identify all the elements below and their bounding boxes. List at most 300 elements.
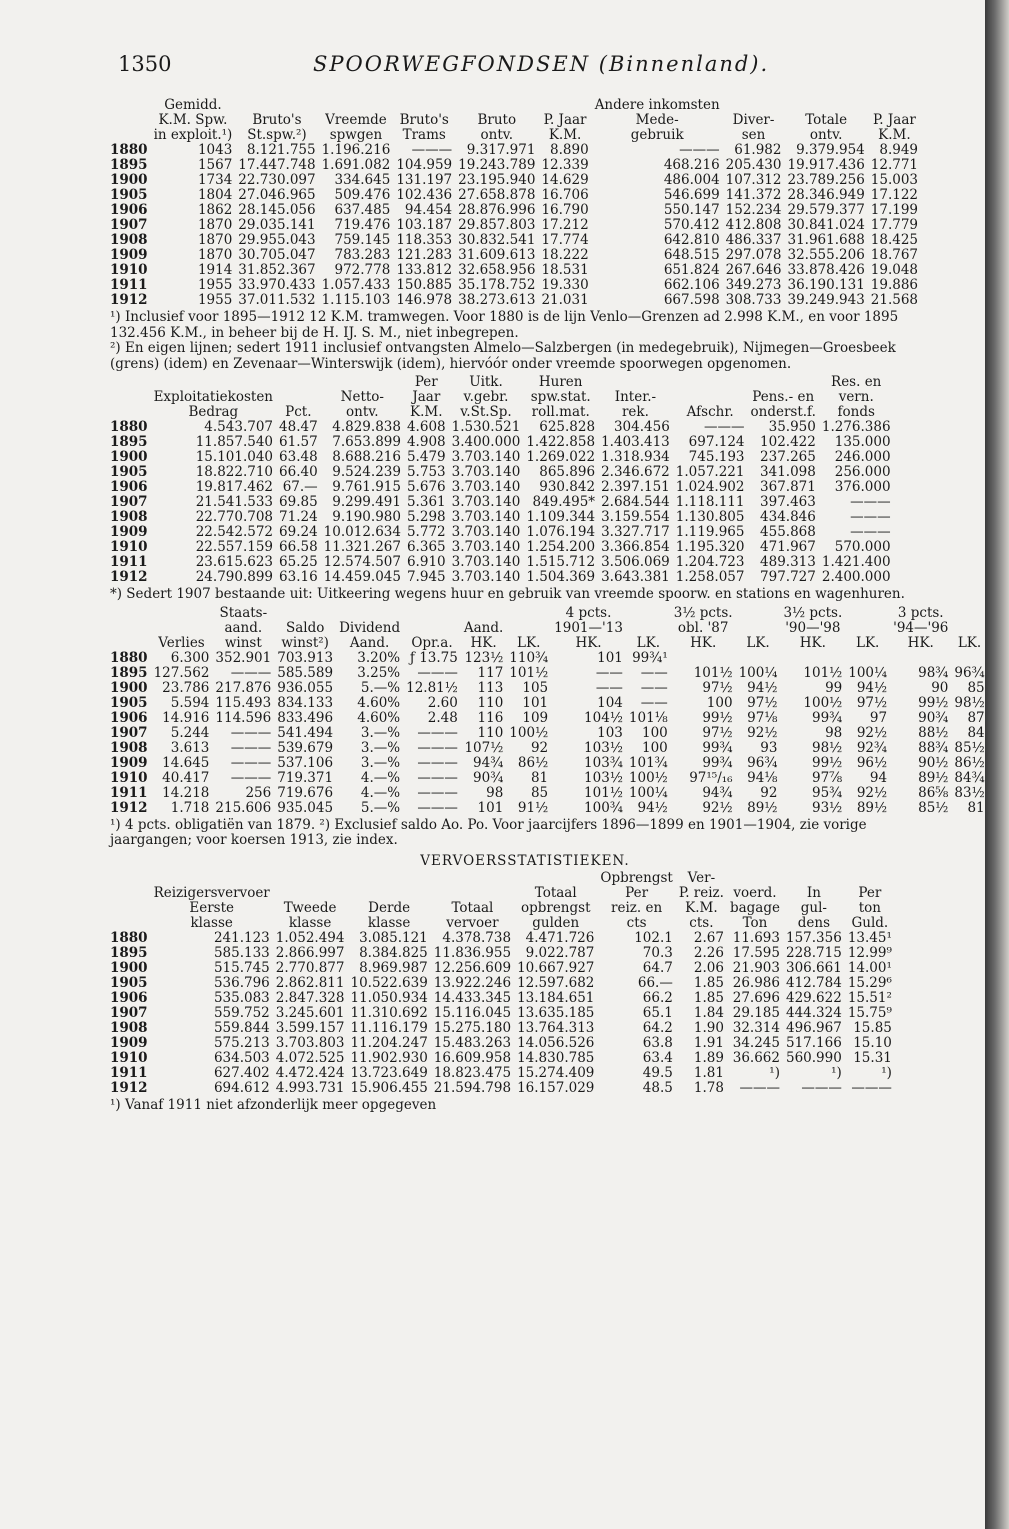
value-cell: 101½: [584, 784, 623, 801]
value-cell: 98½: [954, 694, 985, 711]
value-cell: 101: [477, 799, 504, 816]
header-cell: Derde: [368, 899, 411, 916]
value-cell: 98: [486, 784, 504, 801]
value-cell: 94½: [637, 799, 668, 816]
header-cell: [673, 375, 748, 390]
value-cell: 17.447.748: [238, 157, 316, 173]
value-cell: 648.515: [663, 247, 720, 263]
value-cell: 1.024.902: [675, 479, 745, 495]
value-cell: 2.48: [427, 709, 458, 726]
table-row: [110, 946, 895, 961]
value-cell: 19.917.436: [787, 157, 865, 173]
header-cell: fonds: [837, 404, 875, 420]
value-cell: 9.524.239: [332, 464, 401, 480]
table-row: [110, 1036, 895, 1051]
value-cell: 3.703.140: [451, 494, 521, 510]
header-cell: Saldo: [285, 619, 325, 636]
value-cell: 157.356: [785, 929, 842, 946]
value-cell: 367.871: [760, 479, 816, 495]
value-cell: 4.60%: [357, 709, 401, 726]
value-cell: 509.476: [334, 187, 391, 203]
value-cell: 100¾: [584, 799, 623, 816]
value-cell: 105: [522, 679, 549, 696]
value-cell: 101½: [509, 664, 549, 681]
value-cell: ———: [411, 142, 453, 158]
header-cell: HK.: [470, 634, 497, 651]
value-cell: 1.78: [693, 1079, 724, 1096]
value-cell: 719.371: [277, 769, 334, 786]
table-row: [110, 666, 988, 681]
header-cell: 3½ pcts.: [783, 604, 843, 621]
value-cell: 12.574.507: [323, 554, 401, 570]
value-cell: 63.16: [279, 569, 318, 585]
value-cell: 92: [760, 784, 778, 801]
value-cell: 101: [597, 649, 623, 666]
year-cell: 1880: [110, 419, 148, 435]
header-cell: Pens.- en: [752, 389, 815, 405]
year-cell: 1900: [110, 679, 148, 696]
value-cell: 2.400.000: [821, 569, 891, 585]
value-cell: 18.822.710: [195, 464, 274, 480]
value-cell: 21.541.533: [195, 494, 274, 510]
value-cell: 12.597.682: [517, 974, 595, 991]
value-cell: [845, 651, 890, 666]
value-cell: 16.706: [541, 187, 589, 203]
value-cell: 29.955.043: [238, 232, 316, 248]
year-cell: 1895: [110, 664, 148, 681]
value-cell: 8.688.216: [332, 449, 401, 465]
value-cell: 703.913: [277, 649, 334, 666]
year-cell: 1905: [110, 464, 148, 480]
value-cell: 15.10: [853, 1034, 892, 1051]
value-cell: 146.978: [396, 292, 453, 308]
value-cell: 61.982: [734, 142, 782, 158]
value-cell: 3.613: [170, 739, 210, 756]
table-row: [110, 1021, 895, 1036]
value-cell: 89½: [747, 799, 778, 816]
content: [110, 96, 985, 1116]
value-cell: 5.298: [406, 509, 446, 525]
year-cell: 1905: [110, 974, 148, 991]
value-cell: 90¾: [918, 709, 949, 726]
header-row: [110, 128, 921, 143]
section-title: VERVOERSSTATISTIEKEN.: [420, 852, 630, 869]
value-cell: 4.—%: [360, 769, 401, 786]
value-cell: 14.830.785: [517, 1049, 595, 1066]
value-cell: 16.609.958: [433, 1049, 512, 1066]
header-cell: [431, 886, 514, 901]
header-cell: [845, 621, 890, 636]
value-cell: 100½: [803, 694, 843, 711]
value-cell: 1804: [197, 187, 233, 203]
header-cell: reiz. en: [611, 899, 663, 916]
header-cell: Reizigersvervoer: [153, 884, 270, 901]
value-cell: 35.178.752: [458, 277, 536, 293]
value-cell: 101½: [693, 664, 733, 681]
value-cell: 1.276.386: [821, 419, 891, 435]
table-row: [110, 991, 895, 1006]
year-cell: 1895: [110, 157, 148, 173]
table-row: [110, 681, 988, 696]
value-cell: 63.48: [279, 449, 318, 465]
value-cell: 550.147: [663, 202, 720, 218]
header-cell: [276, 375, 321, 390]
value-cell: 64.7: [642, 959, 673, 976]
header-cell: '90—'98: [785, 619, 841, 636]
header-cell: P. reiz.: [678, 884, 724, 901]
value-cell: 40.417: [162, 769, 210, 786]
value-cell: ——: [640, 694, 668, 711]
value-cell: ———: [739, 1079, 780, 1096]
value-cell: 1.195.320: [675, 539, 745, 555]
value-cell: 31.961.688: [787, 232, 865, 248]
value-cell: 88¾: [918, 739, 949, 756]
value-cell: 34.245: [732, 1034, 780, 1051]
value-cell: 560.990: [785, 1049, 842, 1066]
header-cell: Opbrengst: [600, 869, 673, 886]
year-cell: 1906: [110, 479, 148, 495]
header-cell: [273, 871, 348, 886]
value-cell: 66.—: [637, 974, 673, 991]
value-cell: 1.90: [693, 1019, 724, 1036]
value-cell: 246.000: [834, 449, 891, 465]
year-cell: 1912: [110, 1079, 148, 1096]
value-cell: 118.353: [396, 232, 453, 248]
value-cell: 36.662: [732, 1049, 780, 1066]
value-cell: 97: [869, 709, 888, 726]
value-cell: 27.696: [732, 989, 780, 1006]
header-cell: Pct.: [285, 404, 312, 420]
header-cell: in exploit.¹): [153, 127, 233, 143]
year-cell: 1908: [110, 1019, 148, 1036]
header-cell: sen: [741, 127, 766, 143]
year-cell: 1906: [110, 989, 148, 1006]
financial-table-2: [110, 375, 894, 585]
table-row: [110, 741, 988, 756]
table-row: [110, 233, 921, 248]
value-cell: 92½: [856, 784, 888, 801]
value-cell: 5.—%: [360, 679, 401, 696]
value-cell: 93: [760, 739, 778, 756]
value-cell: 12.256.609: [433, 959, 512, 976]
header-cell: [276, 390, 321, 405]
value-cell: 99: [825, 679, 843, 696]
footnotes-1: [110, 310, 930, 372]
table-row: [110, 263, 921, 278]
value-cell: [671, 651, 736, 666]
table-row: [110, 203, 921, 218]
value-cell: 2.847.328: [275, 989, 345, 1006]
value-cell: ———: [417, 739, 458, 756]
value-cell: 215.606: [215, 799, 272, 816]
value-cell: 429.622: [785, 989, 842, 1006]
year-cell: 1907: [110, 1004, 148, 1021]
page-number: 1350: [118, 52, 172, 76]
value-cell: 18.222: [541, 247, 589, 263]
value-cell: 22.557.159: [195, 539, 274, 555]
value-cell: 1.109.344: [526, 509, 596, 525]
footnote: *) Sedert 1907 bestaande uit: Uitkeering wegens huur en gebruik van vreemde spoorw. en stations en wagenhuren.: [110, 586, 905, 602]
value-cell: 102.422: [760, 434, 816, 450]
value-cell: 662.106: [663, 277, 720, 293]
header-cell: [151, 621, 213, 636]
header-cell: [151, 375, 276, 390]
value-cell: 33.878.426: [787, 262, 865, 278]
header-cell: [336, 606, 403, 621]
value-cell: 35.950: [768, 419, 816, 435]
value-cell: 92: [530, 739, 549, 756]
value-cell: 86½: [517, 754, 549, 771]
value-cell: 1.530.521: [451, 419, 521, 435]
table-row: [110, 495, 894, 510]
year-cell: 1906: [110, 202, 148, 218]
value-cell: 22.730.097: [238, 172, 316, 188]
value-cell: 86⅝: [918, 784, 949, 801]
value-cell: 100: [641, 739, 668, 756]
value-cell: 9.761.915: [332, 479, 401, 495]
value-cell: 7.945: [406, 569, 446, 585]
value-cell: 94.454: [404, 202, 453, 218]
value-cell: 102.436: [396, 187, 453, 203]
value-cell: 65.25: [279, 554, 318, 570]
value-cell: 3.327.717: [601, 524, 670, 540]
value-cell: 4.472.424: [275, 1064, 345, 1081]
header-cell: klasse: [288, 914, 332, 931]
value-cell: 104½: [584, 709, 623, 726]
header-cell: Gemidd.: [164, 97, 222, 113]
header-cell: Guld.: [851, 914, 889, 931]
value-cell: 2.67: [693, 929, 724, 946]
value-cell: 92½: [856, 724, 888, 741]
value-cell: 4.072.525: [275, 1049, 345, 1066]
table-row: [110, 525, 894, 540]
value-cell: 13.184.651: [517, 989, 595, 1006]
header-cell: [110, 98, 151, 113]
value-cell: ———: [230, 739, 272, 756]
value-cell: 3.703.140: [451, 569, 521, 585]
value-cell: 100¼: [848, 664, 888, 681]
table-row: [110, 1066, 895, 1081]
header-cell: gulden: [532, 914, 580, 931]
value-cell: 3.703.140: [451, 464, 521, 480]
table-row: [110, 465, 894, 480]
table-row: [110, 540, 894, 555]
value-cell: 11.116.179: [350, 1019, 428, 1036]
value-cell: 570.412: [663, 217, 720, 233]
header-cell: [110, 916, 151, 931]
value-cell: ———: [417, 799, 458, 816]
value-cell: 651.824: [663, 262, 720, 278]
value-cell: 10.667.927: [517, 959, 595, 976]
value-cell: 109: [522, 709, 549, 726]
header-cell: Staats-: [219, 604, 268, 621]
year-cell: 1908: [110, 232, 148, 248]
value-cell: 2.862.811: [275, 974, 345, 991]
table-row: [110, 450, 894, 465]
value-cell: 100: [641, 724, 668, 741]
header-row: [110, 621, 988, 636]
value-cell: 14.459.045: [323, 569, 401, 585]
header-cell: 1901—'13: [554, 619, 623, 636]
year-cell: 1910: [110, 539, 148, 555]
value-cell: 834.133: [277, 694, 334, 711]
value-cell: 468.216: [663, 157, 720, 173]
value-cell: 18.823.475: [433, 1064, 512, 1081]
value-cell: 65.1: [642, 1004, 673, 1021]
value-cell: 94½: [856, 679, 888, 696]
table-row: [110, 696, 988, 711]
header-cell: [784, 98, 867, 113]
value-cell: 116: [477, 709, 504, 726]
header-row: [110, 390, 894, 405]
value-cell: 32.658.956: [458, 262, 536, 278]
value-cell: 94¾: [702, 784, 733, 801]
value-cell: 3.703.140: [451, 554, 521, 570]
table-row: [110, 1051, 895, 1066]
value-cell: 4.908: [406, 434, 446, 450]
value-cell: 9.190.980: [332, 509, 401, 525]
value-cell: 4.993.731: [275, 1079, 345, 1096]
value-cell: 865.896: [539, 464, 596, 480]
value-cell: 81: [530, 769, 549, 786]
value-cell: 1.515.712: [526, 554, 596, 570]
value-cell: 11.204.247: [350, 1034, 428, 1051]
value-cell: 17.199: [870, 202, 919, 218]
header-cell: klasse: [367, 914, 411, 931]
value-cell: 29.857.803: [458, 217, 536, 233]
header-cell: gebruik: [630, 127, 684, 143]
value-cell: 70.3: [642, 944, 673, 961]
value-cell: 2.60: [427, 694, 458, 711]
value-cell: 3.400.000: [451, 434, 521, 450]
header-cell: [273, 886, 348, 901]
value-cell: 1.118.111: [675, 494, 745, 510]
header-cell: Eerste: [189, 899, 234, 916]
value-cell: 1734: [197, 172, 233, 188]
value-cell: 15.906.455: [350, 1079, 428, 1096]
value-cell: 123½: [464, 649, 504, 666]
header-cell: [868, 98, 921, 113]
value-cell: 1.421.400: [821, 554, 891, 570]
value-cell: 17.595: [732, 944, 780, 961]
value-cell: 15.51²: [847, 989, 892, 1006]
page-header: [118, 52, 938, 82]
header-cell: [783, 871, 845, 886]
value-cell: 15.003: [870, 172, 919, 188]
value-cell: 19.243.789: [458, 157, 536, 173]
value-cell: 100½: [628, 769, 668, 786]
value-cell: 3.25%: [357, 664, 401, 681]
value-cell: 833.496: [277, 709, 334, 726]
value-cell: 98¾: [918, 664, 949, 681]
value-cell: 16.790: [541, 202, 589, 218]
value-cell: 1.196.216: [321, 142, 391, 158]
value-cell: 91½: [517, 799, 549, 816]
year-cell: 1907: [110, 724, 148, 741]
value-cell: 14.433.345: [433, 989, 512, 1006]
value-cell: 97½: [702, 679, 733, 696]
header-cell: spw.stat.: [530, 389, 591, 405]
value-cell: 152.234: [725, 202, 782, 218]
value-cell: ¹): [831, 1064, 842, 1081]
value-cell: ———: [417, 724, 458, 741]
value-cell: 1.89: [693, 1049, 724, 1066]
value-cell: ———: [850, 509, 891, 525]
value-cell: 84¾: [954, 769, 985, 786]
header-cell: bagage: [729, 899, 780, 916]
value-cell: 759.145: [334, 232, 391, 248]
value-cell: 745.193: [688, 449, 745, 465]
header-cell: [514, 871, 597, 886]
value-cell: 92½: [747, 724, 778, 741]
value-cell: 18.425: [870, 232, 919, 248]
header-cell: Vreemde: [325, 112, 387, 128]
header-cell: [319, 98, 394, 113]
value-cell: 103: [597, 724, 623, 741]
value-cell: 15.274.409: [517, 1064, 595, 1081]
header-cell: Totale: [805, 112, 848, 128]
header-cell: roll.mat.: [531, 404, 590, 420]
header-cell: Tweede: [283, 899, 337, 916]
value-cell: 110: [477, 694, 504, 711]
year-cell: 1910: [110, 262, 148, 278]
value-cell: 3.703.803: [275, 1034, 345, 1051]
table-row: [110, 801, 988, 816]
value-cell: 94¾: [473, 754, 504, 771]
value-cell: 31.852.367: [238, 262, 316, 278]
value-cell: 100½: [509, 724, 549, 741]
value-cell: 1.85: [693, 989, 724, 1006]
value-cell: 63.4: [642, 1049, 673, 1066]
footnotes-3: [110, 818, 930, 849]
value-cell: 14.629: [541, 172, 589, 188]
financial-table-1: [110, 98, 921, 308]
header-cell: voerd.: [733, 884, 777, 901]
value-cell: 585.133: [213, 944, 270, 961]
value-cell: 18.531: [541, 262, 589, 278]
value-cell: 3.703.140: [451, 449, 521, 465]
value-cell: 15.31: [853, 1049, 892, 1066]
year-cell: 1880: [110, 142, 148, 158]
value-cell: 88½: [918, 724, 949, 741]
value-cell: 559.752: [213, 1004, 270, 1021]
value-cell: 5.772: [406, 524, 446, 540]
value-cell: ———: [704, 419, 745, 435]
value-cell: 102.1: [634, 929, 673, 946]
value-cell: [736, 651, 781, 666]
value-cell: 1.504.369: [526, 569, 596, 585]
year-cell: 1908: [110, 739, 148, 756]
table-row: [110, 961, 895, 976]
value-cell: 133.812: [396, 262, 453, 278]
header-cell: LK.: [517, 634, 541, 651]
value-cell: 11.836.955: [433, 944, 512, 961]
year-cell: 1900: [110, 959, 148, 976]
header-cell: '94—'96: [893, 619, 949, 636]
value-cell: 103½: [584, 769, 623, 786]
value-cell: 2.770.877: [275, 959, 345, 976]
year-cell: 1909: [110, 754, 148, 771]
year-cell: 1905: [110, 187, 148, 203]
header-cell: [845, 606, 890, 621]
year-cell: 1911: [110, 784, 148, 801]
value-cell: 4.543.707: [204, 419, 274, 435]
value-cell: 537.106: [277, 754, 334, 771]
header-cell: [274, 606, 336, 621]
value-cell: 15.101.040: [195, 449, 274, 465]
value-cell: 972.778: [334, 262, 391, 278]
value-cell: 2.866.997: [275, 944, 345, 961]
